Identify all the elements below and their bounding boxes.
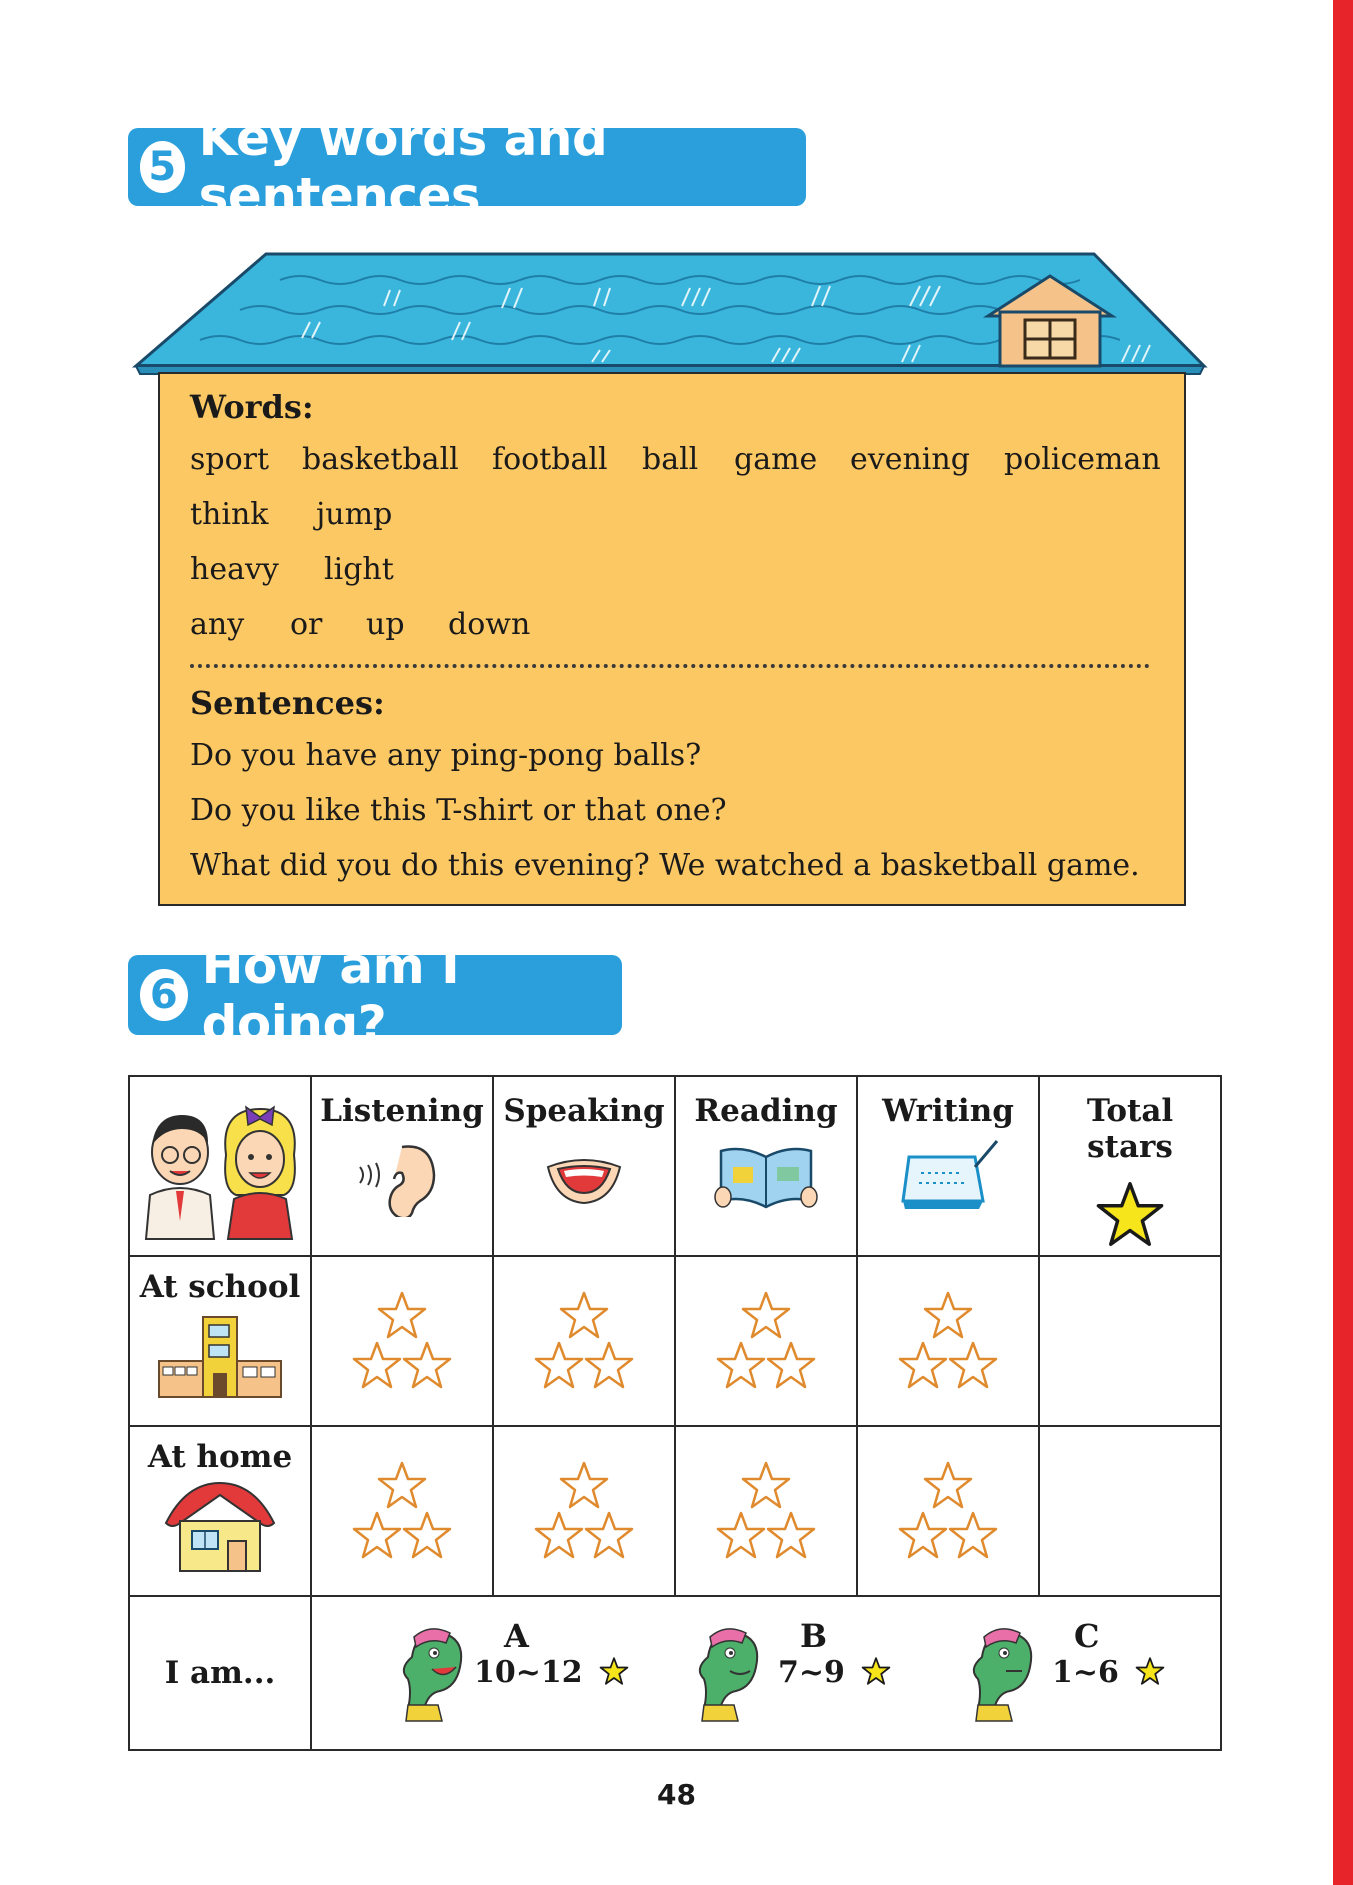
self-assessment-table	[128, 1075, 1222, 1751]
section-6-title: How am I doing?	[201, 937, 460, 1053]
grades-cell	[311, 1596, 1221, 1750]
words-row-3	[190, 552, 394, 587]
rating-star-icon[interactable]	[402, 1511, 452, 1559]
rating-star-icon[interactable]	[534, 1511, 584, 1559]
rating-star-icon[interactable]	[584, 1511, 634, 1559]
stars-cell	[493, 1256, 675, 1426]
column-header-speaking	[493, 1076, 675, 1256]
row-label: At home	[147, 1439, 293, 1475]
star-rating-group	[342, 1291, 462, 1401]
rating-star-icon[interactable]	[741, 1461, 791, 1509]
rating-star-icon[interactable]	[534, 1341, 584, 1389]
grade-a	[394, 1597, 594, 1747]
sentence: Do you like this T-shirt or that one?	[190, 793, 727, 828]
grade-letter: A	[504, 1617, 529, 1655]
grade-range-value: 1~6	[1052, 1655, 1119, 1690]
grade-c	[964, 1597, 1164, 1747]
rating-star-icon[interactable]	[766, 1511, 816, 1559]
stars-cell	[675, 1256, 857, 1426]
page-number: 48	[657, 1778, 696, 1811]
column-label: Writing	[882, 1093, 1014, 1129]
word: any	[190, 607, 245, 642]
dinosaur-neutral-icon	[964, 1623, 1044, 1723]
column-label: Total stars	[1086, 1093, 1174, 1165]
word: jump	[316, 497, 393, 532]
sentences-heading: Sentences:	[190, 684, 385, 722]
word: football	[492, 442, 608, 477]
words-row-1	[190, 442, 1161, 477]
words-heading: Words:	[190, 388, 314, 426]
star-icon	[1095, 1181, 1165, 1247]
column-header-listening	[311, 1076, 493, 1256]
grade-range-value: 10~12	[474, 1655, 583, 1690]
rating-star-icon[interactable]	[948, 1341, 998, 1389]
sentence: Do you have any ping-pong balls?	[190, 738, 702, 773]
star-rating-group	[706, 1461, 826, 1571]
stars-cell	[675, 1426, 857, 1596]
word: sport	[190, 442, 270, 477]
rating-star-icon[interactable]	[377, 1291, 427, 1339]
total-stars-cell	[1039, 1256, 1221, 1426]
grade-range	[474, 1655, 629, 1690]
rating-star-icon[interactable]	[559, 1461, 609, 1509]
word: policeman	[1004, 442, 1161, 477]
book-icon	[711, 1137, 821, 1217]
table-header-row	[129, 1076, 1221, 1256]
sentence: What did you do this evening? We watched a basketball game.	[190, 848, 1140, 883]
column-label: Speaking	[503, 1093, 665, 1129]
stars-cell	[857, 1256, 1039, 1426]
star-rating-group	[888, 1461, 1008, 1571]
rating-star-icon[interactable]	[898, 1511, 948, 1559]
grades-area	[312, 1597, 1220, 1747]
children-icon	[130, 1077, 310, 1243]
rating-star-icon[interactable]	[352, 1511, 402, 1559]
row-label: At school	[139, 1269, 301, 1305]
column-header-reading	[675, 1076, 857, 1256]
column-header-total-stars	[1039, 1076, 1221, 1256]
star-rating-group	[524, 1291, 644, 1401]
row-header-at-home	[129, 1426, 311, 1596]
word: basketball	[302, 442, 459, 477]
rating-star-icon[interactable]	[741, 1291, 791, 1339]
word: game	[734, 442, 818, 477]
words-row-2	[190, 497, 392, 532]
house-icon	[160, 1479, 280, 1575]
star-rating-group	[524, 1461, 644, 1571]
stars-cell	[311, 1256, 493, 1426]
star-icon	[599, 1657, 629, 1685]
word: heavy	[190, 552, 279, 587]
row-header-at-school	[129, 1256, 311, 1426]
column-label: Listening	[320, 1093, 484, 1129]
grade-range	[1052, 1655, 1165, 1690]
rating-star-icon[interactable]	[766, 1341, 816, 1389]
word: think	[190, 497, 269, 532]
grade-b	[690, 1597, 890, 1747]
dotted-divider	[190, 664, 1150, 668]
notebook-icon	[893, 1137, 1003, 1217]
grade-range	[778, 1655, 891, 1690]
stars-cell	[493, 1426, 675, 1596]
table-row-result	[129, 1596, 1221, 1750]
rating-star-icon[interactable]	[402, 1341, 452, 1389]
row-label: I am...	[164, 1655, 276, 1691]
rating-star-icon[interactable]	[352, 1341, 402, 1389]
word: ball	[642, 442, 699, 477]
rating-star-icon[interactable]	[584, 1341, 634, 1389]
mouth-icon	[534, 1137, 634, 1217]
rating-star-icon[interactable]	[923, 1461, 973, 1509]
rating-star-icon[interactable]	[377, 1461, 427, 1509]
ear-icon	[352, 1137, 452, 1217]
words-row-4	[190, 607, 530, 642]
section-5-number: 5	[140, 141, 185, 193]
star-rating-group	[706, 1291, 826, 1401]
word: down	[448, 607, 531, 642]
stars-cell	[311, 1426, 493, 1596]
rating-star-icon[interactable]	[923, 1291, 973, 1339]
table-row-at-home	[129, 1426, 1221, 1596]
word: or	[290, 607, 323, 642]
roof-illustration	[130, 250, 1210, 380]
row-header-i-am	[129, 1596, 311, 1750]
page-edge-strip	[1333, 0, 1353, 1885]
section-5-title: Key words and sentences	[198, 109, 608, 225]
rating-star-icon[interactable]	[716, 1511, 766, 1559]
key-words-box	[158, 372, 1186, 906]
word: up	[366, 607, 405, 642]
section-6-banner	[128, 937, 622, 1053]
rating-star-icon[interactable]	[948, 1511, 998, 1559]
grade-range-value: 7~9	[778, 1655, 845, 1690]
section-5-banner	[128, 109, 806, 225]
star-icon	[1135, 1657, 1165, 1685]
dinosaur-smile-icon	[690, 1623, 770, 1723]
rating-star-icon[interactable]	[716, 1341, 766, 1389]
word: evening	[850, 442, 970, 477]
star-rating-group	[888, 1291, 1008, 1401]
column-label: Reading	[694, 1093, 838, 1129]
word: light	[324, 552, 394, 587]
dinosaur-happy-icon	[394, 1623, 474, 1723]
grade-letter: B	[800, 1617, 828, 1655]
table-row-at-school	[129, 1256, 1221, 1426]
star-icon	[861, 1657, 891, 1685]
stars-cell	[857, 1426, 1039, 1596]
rating-star-icon[interactable]	[559, 1291, 609, 1339]
section-6-number: 6	[140, 969, 188, 1021]
column-header-writing	[857, 1076, 1039, 1256]
grade-letter: C	[1074, 1617, 1100, 1655]
school-building-icon	[155, 1311, 285, 1401]
rating-star-icon[interactable]	[898, 1341, 948, 1389]
kids-illustration-cell	[129, 1076, 311, 1256]
star-rating-group	[342, 1461, 462, 1571]
total-stars-cell	[1039, 1426, 1221, 1596]
